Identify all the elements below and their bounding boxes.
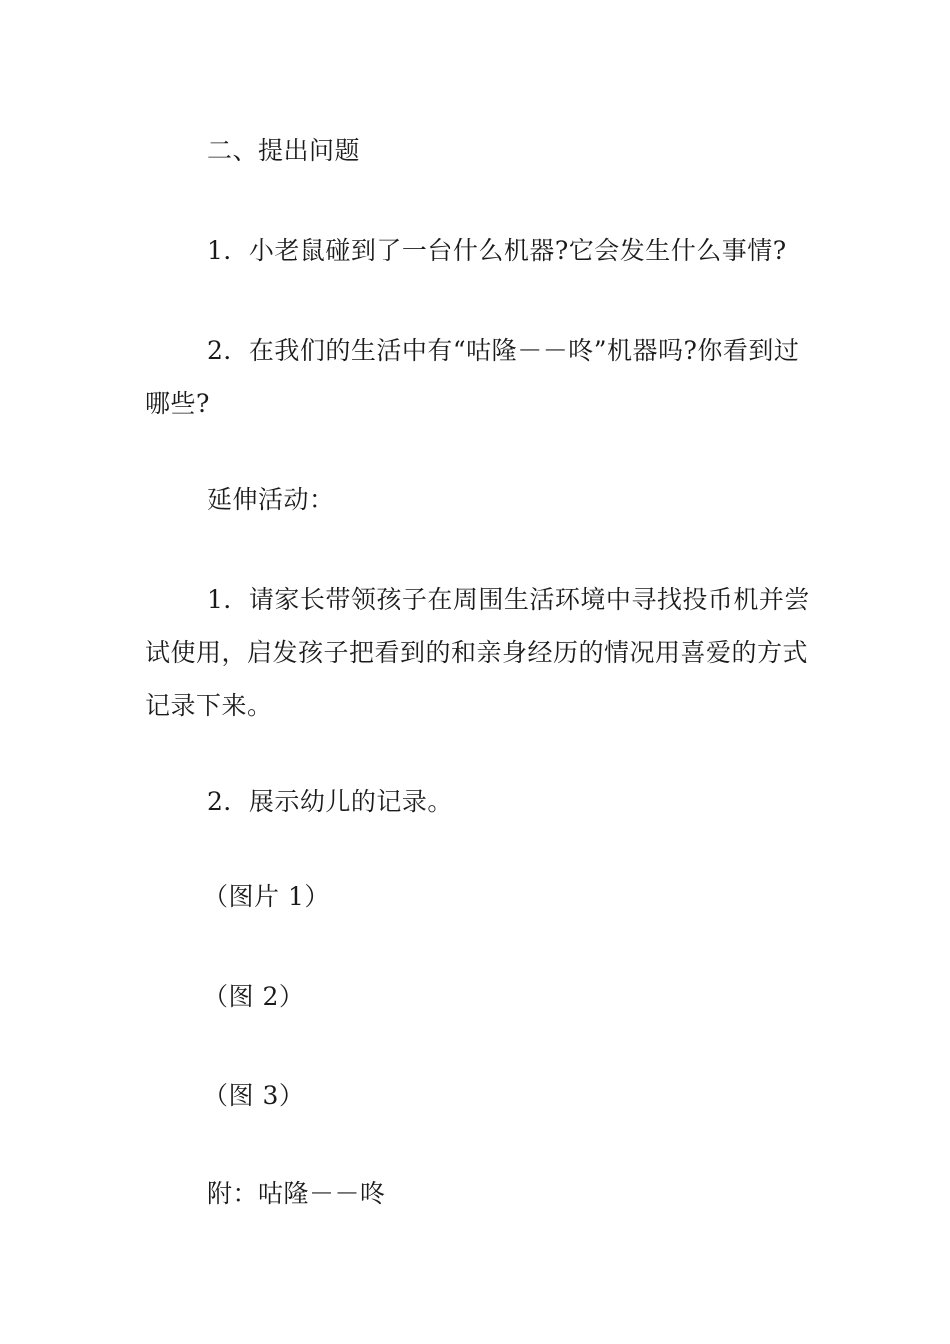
section-heading: 二、提出问题 [207, 136, 361, 165]
figure-caption-3: （图 3） [203, 1081, 305, 1110]
question-1: 1．小老鼠碰到了一台什么机器?它会发生什么事情? [207, 236, 787, 265]
extension-heading: 延伸活动： [207, 485, 335, 514]
extension-item-1: 1．请家长带领孩子在周围生活环境中寻找投币机并尝试使用，启发孩子把看到的和亲身经历的情况用喜爱的方式记录下来。 [145, 585, 810, 720]
question-2: 2．在我们的生活中有“咕隆－－咚”机器吗?你看到过哪些? [145, 336, 800, 418]
figure-caption-1: （图片 1） [203, 882, 330, 911]
figure-caption-2: （图 2） [203, 982, 305, 1011]
appendix-title: 附：咕隆－－咚 [207, 1179, 386, 1208]
extension-item-2: 2．展示幼儿的记录。 [207, 787, 453, 816]
